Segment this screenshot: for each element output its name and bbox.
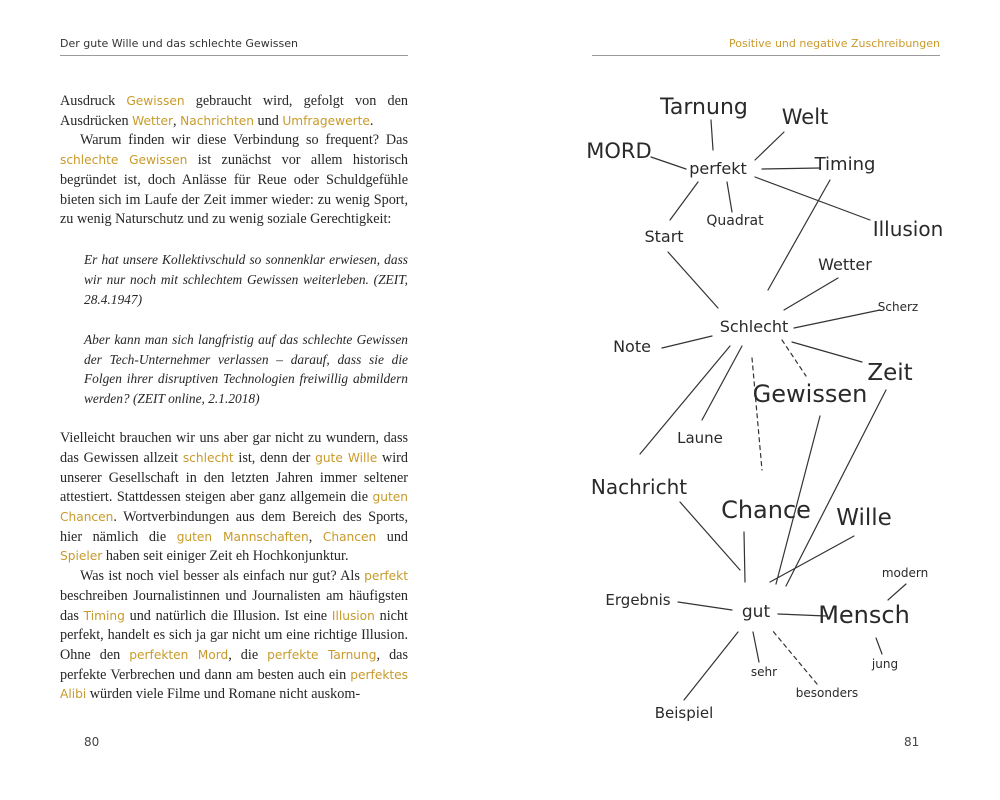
edge-note-schlecht bbox=[662, 336, 712, 348]
edge-mord-perfekt bbox=[651, 157, 686, 169]
text-segment: beschreiben Journalistinnen und Journalisten am häufigsten das bbox=[60, 587, 408, 624]
body-paragraph bbox=[60, 567, 408, 705]
edge-perfekt-start bbox=[670, 182, 698, 220]
edge-ergebnis-gut bbox=[678, 602, 732, 610]
page-number-right: 81 bbox=[904, 735, 920, 749]
highlighted-term: perfekt bbox=[364, 569, 408, 584]
text-segment: Was ist noch viel besser als einfach nur gut? Als bbox=[80, 568, 365, 585]
highlighted-term: guten Chancen bbox=[60, 490, 408, 525]
highlighted-term: Wetter bbox=[132, 113, 174, 128]
highlighted-term: schlechte Gewissen bbox=[60, 153, 188, 168]
text-segment: gebraucht wird, gefolgt von den Ausdrücken bbox=[60, 93, 408, 129]
word-mord: MORD bbox=[586, 139, 652, 163]
edge-start-schlecht bbox=[668, 252, 718, 308]
word-scherz: Scherz bbox=[877, 300, 919, 314]
text-segment: ist, denn der bbox=[233, 449, 316, 466]
text-segment: Vielleicht brauchen wir uns aber gar nicht zu wundern, dass das Gewissen allzeit bbox=[60, 430, 408, 466]
text-segment: ist zunächst vor allem historisch begründet ist, doch Anlässe für Reue oder Schuldgefühle bieten sich im Laufe der Zeit immer wieder: zu wenig Sport, zu wenig Naturschutz und zu wenig soziale Gerechtigkeit: bbox=[60, 152, 409, 228]
edge-jung-mensch bbox=[876, 638, 882, 654]
word-perfekt: perfekt bbox=[689, 159, 747, 178]
edge-besonders-gut bbox=[772, 630, 817, 684]
text-segment: , bbox=[308, 528, 323, 545]
word-network-diagram bbox=[500, 70, 1000, 740]
text-segment: und bbox=[376, 528, 409, 545]
word-chance: Chance bbox=[721, 496, 811, 524]
spacer bbox=[60, 409, 408, 429]
text-segment: und natürlich die Illusion. Ist eine bbox=[124, 607, 332, 624]
highlighted-term: Spieler bbox=[60, 549, 103, 564]
highlighted-term: guten Mannschaften bbox=[176, 529, 309, 544]
highlighted-term: perfekte Tarnung bbox=[267, 648, 377, 662]
edge-perfekt-quadrat bbox=[727, 182, 732, 212]
edge-tarnung-perfekt bbox=[711, 120, 713, 150]
word-beispiel: Beispiel bbox=[654, 704, 714, 722]
text-segment: würden viele Filme und Romane nicht auskom- bbox=[86, 686, 361, 703]
spacer bbox=[60, 310, 408, 330]
word-sehr: sehr bbox=[750, 665, 778, 679]
quote-1: Er hat unsere Kollektivschuld so sonnenklar erwiesen, dass wir nur noch mit schlechtem Gewissen weiterleben. (ZEIT, 28.4.1947) bbox=[84, 251, 408, 307]
word-ergebnis: Ergebnis bbox=[605, 591, 671, 609]
body-paragraph bbox=[60, 92, 408, 131]
text-segment: , das perfekte Verbrechen und dann am besten auch ein bbox=[60, 647, 408, 683]
highlighted-term: Gewissen bbox=[126, 94, 185, 108]
word-wetter: Wetter bbox=[818, 255, 872, 274]
word-nachricht: Nachricht bbox=[590, 475, 688, 499]
word-note: Note bbox=[613, 337, 651, 356]
highlighted-term: perfekten Mord bbox=[129, 648, 229, 662]
text-segment: . bbox=[369, 112, 374, 129]
edge-perfekt-illusion bbox=[755, 177, 870, 220]
word-besonders: besonders bbox=[795, 686, 859, 700]
body-paragraph bbox=[60, 429, 408, 567]
edge-beispiel-gut bbox=[684, 632, 738, 700]
edge-scherz-schlecht bbox=[794, 310, 880, 328]
edge-modern-mensch bbox=[888, 584, 906, 600]
word-wille: Wille bbox=[836, 505, 892, 531]
highlighted-term: Umfragewerte bbox=[282, 113, 370, 128]
word-gewissen: Gewissen bbox=[752, 380, 868, 408]
edge-schlecht-laune bbox=[702, 346, 742, 420]
text-segment: nicht perfekt, handelt es sich ja gar nicht um eine richtige Illusion. Ohne den bbox=[60, 607, 408, 663]
word-welt: Welt bbox=[781, 105, 829, 129]
highlighted-term: gute Wille bbox=[315, 450, 378, 465]
running-head-right: Positive und negative Zuschreibungen bbox=[592, 37, 940, 56]
text-segment: . Wortverbindungen aus dem Bereich des Sports, hier nämlich die bbox=[60, 509, 408, 545]
edge-schlecht-gut bbox=[752, 358, 762, 470]
word-schlecht: Schlecht bbox=[719, 317, 789, 336]
edge-chance-gut bbox=[744, 532, 745, 582]
spacer bbox=[60, 230, 408, 250]
paragraphs-before-quotes bbox=[60, 92, 408, 230]
word-illusion: Illusion bbox=[872, 217, 944, 241]
text-segment: Ausdruck bbox=[60, 93, 127, 109]
page-number-left: 80 bbox=[84, 735, 100, 749]
word-quadrat: Quadrat bbox=[706, 213, 764, 229]
quote-2: Aber kann man sich langfristig auf das schlechte Gewissen der Tech-Unternehmer verlassen – darauf, dass sie die Folgen ihrer disruptiven Technologien freiwillig abmildern werden? (ZEIT online, 2.1.2018) bbox=[84, 331, 408, 407]
edge-perfekt-timing bbox=[762, 168, 820, 169]
body-paragraph bbox=[60, 131, 408, 230]
highlighted-term: schlecht bbox=[182, 450, 234, 465]
highlighted-term: Illusion bbox=[331, 608, 375, 623]
word-mensch: Mensch bbox=[818, 601, 910, 629]
edge-wetter-schlecht bbox=[784, 278, 838, 310]
text-segment: wird unserer Gesellschaft in den letzten Jahren immer seltener attestiert. Stattdessen steigen aber ganz allgemein die bbox=[60, 449, 408, 506]
word-gut: gut bbox=[741, 602, 771, 622]
text-segment: , bbox=[173, 112, 181, 129]
word-laune: Laune bbox=[677, 429, 723, 447]
word-zeit: Zeit bbox=[867, 360, 913, 386]
word-modern: modern bbox=[881, 566, 929, 580]
paragraphs-after-quotes bbox=[60, 429, 408, 705]
word-timing: Timing bbox=[814, 154, 876, 175]
edge-schlecht-zeit bbox=[792, 342, 862, 362]
word-tarnung: Tarnung bbox=[660, 95, 748, 120]
diagram-labels bbox=[586, 95, 943, 722]
body-text bbox=[60, 92, 408, 705]
highlighted-term: perfektes Alibi bbox=[60, 667, 408, 702]
edge-sehr-gut bbox=[753, 632, 759, 662]
text-segment: haben seit einiger Zeit eh Hochkonjunktur. bbox=[102, 548, 349, 565]
text-segment: , die bbox=[228, 647, 268, 663]
text-segment: und bbox=[253, 112, 283, 129]
right-page bbox=[500, 0, 1000, 800]
highlighted-term: Chancen bbox=[322, 529, 377, 544]
edge-welt-perfekt bbox=[755, 132, 784, 160]
word-start: Start bbox=[644, 227, 684, 246]
highlighted-term: Timing bbox=[83, 608, 125, 623]
text-segment: Warum finden wir diese Verbindung so frequent? Das bbox=[80, 132, 408, 149]
highlighted-term: Nachrichten bbox=[180, 113, 254, 128]
word-jung: jung bbox=[871, 657, 899, 671]
running-head-left: Der gute Wille und das schlechte Gewissen bbox=[60, 37, 408, 56]
